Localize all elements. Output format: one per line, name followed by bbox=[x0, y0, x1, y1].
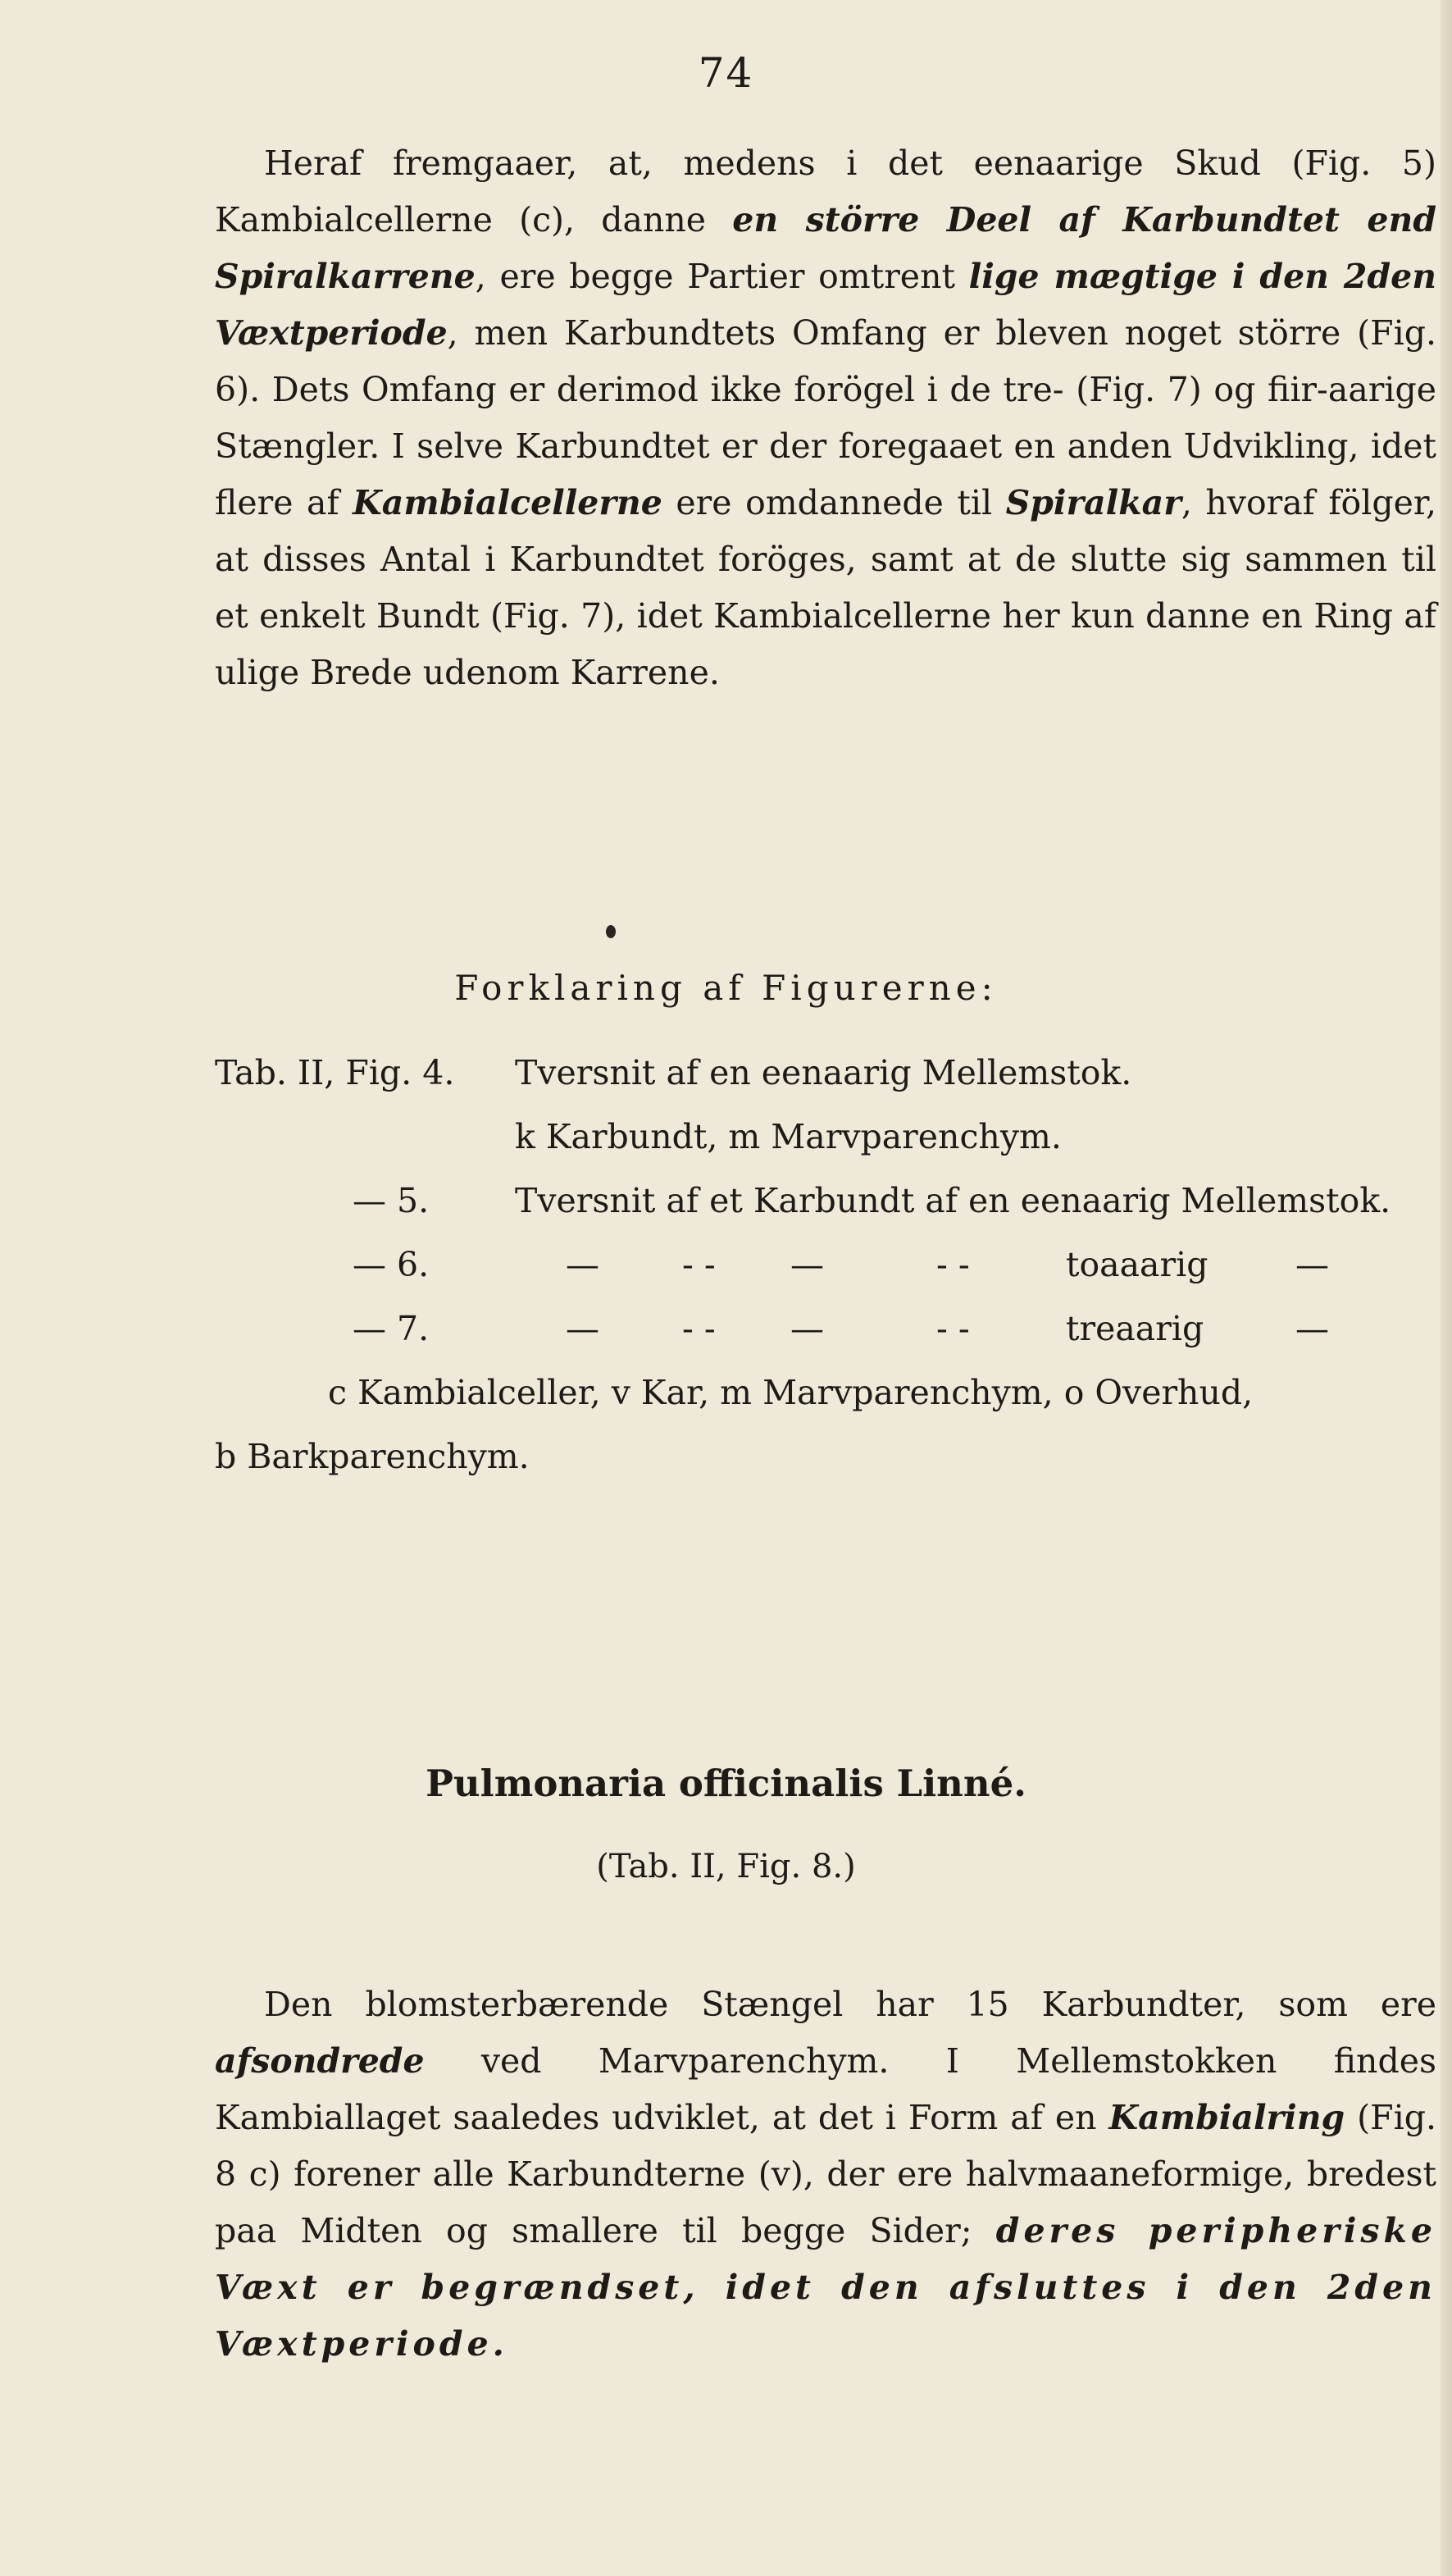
paragraph-1-italic: Spiralkar bbox=[1005, 483, 1181, 522]
legend-fig7-ditto: — bbox=[1295, 1309, 1329, 1348]
legend-abbreviations: c Kambialceller, v Kar, m Marvparenchym, o Overhud, bbox=[328, 1373, 1254, 1412]
paragraph-1-text: , men Karbundtets Omfang er bleven noget större (Fig. 6). Dets Omfang er derimod ikke forögel i de tre- (Fig. 7) og fiir-aarige Stængler. I selve Karbundtet er der foregaaet en anden Udvikling, idet flere af bbox=[215, 313, 1436, 522]
paragraph-2-text: (Fig. 8 c) forener alle Karbundterne (v), der ere halvmaaneformige, bredest paa Midten og smallere til begge Sider; bbox=[215, 2098, 1436, 2250]
paragraph-2-italic: afsondrede bbox=[215, 2041, 425, 2081]
legend-fig7-reference: — 7. bbox=[353, 1309, 430, 1348]
paragraph-2-spaced-italic: deres peripheriske Væxt er begrændset, idet den afsluttes i den 2den Væxtperiode. bbox=[215, 2211, 1436, 2364]
section-title: Pulmonaria officinalis Linné. bbox=[426, 1762, 1026, 1805]
paragraph-1-italic: en större Deel af Karbundtet end Spiralkarrene bbox=[215, 200, 1436, 296]
paragraph-1-italic: Kambialcellerne bbox=[353, 483, 662, 522]
paragraph-1-text: ere omdannede til bbox=[662, 483, 1006, 522]
paragraph-1-text: , ere begge Partier omtrent bbox=[475, 257, 969, 296]
paragraph-1-text: Heraf fremgaaer, at, medens i det eenaarige Skud (Fig. 5) Kambialcellerne (c), danne bbox=[215, 144, 1436, 239]
legend-fig4-abbreviations: k Karbundt, m Marvparenchym. bbox=[515, 1117, 1062, 1156]
paragraph-2 bbox=[215, 1976, 1436, 2373]
paragraph-2-text: ved Marvparenchym. I Mellemstokken findes Kambiallaget saaledes udviklet, at det i Form af en bbox=[215, 2041, 1436, 2137]
legend-fig5-description: Tversnit af et Karbundt af en eenaarig Mellemstok. bbox=[515, 1181, 1391, 1220]
legend-fig7-ditto: — bbox=[790, 1309, 824, 1348]
legend-fig7-ditto: - - bbox=[936, 1309, 970, 1348]
section-subtitle: (Tab. II, Fig. 8.) bbox=[596, 1848, 856, 1885]
legend-fig6-age: toaaarig bbox=[1066, 1245, 1208, 1284]
legend-title: Forklaring af Figurerne: bbox=[454, 968, 998, 1008]
paragraph-1-text: , hvoraf fölger, at disses Antal i Karbundtet foröges, samt at de slutte sig sammen til et enkelt Bundt (Fig. 7), idet Kambialcellerne her kun danne en Ring af ulige Brede udenom Karrene. bbox=[215, 483, 1436, 692]
legend-fig5-reference: — 5. bbox=[353, 1181, 430, 1220]
paragraph-1 bbox=[215, 135, 1436, 701]
legend-fig6-ditto: - - bbox=[936, 1245, 970, 1284]
paragraph-1-italic: lige mægtige i den 2den Væxtperiode bbox=[215, 257, 1437, 353]
legend-fig7-age: treaarig bbox=[1066, 1309, 1204, 1348]
legend-fig6-reference: — 6. bbox=[353, 1245, 430, 1284]
paragraph-2-text: Den blomsterbærende Stængel har 15 Karbundter, som ere bbox=[264, 1985, 1436, 2024]
legend-fig6-ditto: — bbox=[566, 1245, 599, 1284]
legend-fig6-ditto: — bbox=[1295, 1245, 1329, 1284]
legend-tab-reference: Tab. II, Fig. 4. bbox=[215, 1053, 455, 1092]
paragraph-2-italic: Kambialring bbox=[1108, 2098, 1345, 2137]
legend-fig6-ditto: — bbox=[790, 1245, 824, 1284]
legend-fig4-description: Tversnit af en eenaarig Mellemstok. bbox=[515, 1053, 1132, 1092]
ornament-dot bbox=[606, 925, 616, 938]
page-edge bbox=[1441, 0, 1452, 2576]
legend-fig7-ditto: - - bbox=[682, 1309, 716, 1348]
legend-fig6-ditto: - - bbox=[682, 1245, 716, 1284]
legend-abbreviations: b Barkparenchym. bbox=[215, 1437, 530, 1476]
page-number: 74 bbox=[698, 49, 754, 97]
legend-fig7-ditto: — bbox=[566, 1309, 599, 1348]
